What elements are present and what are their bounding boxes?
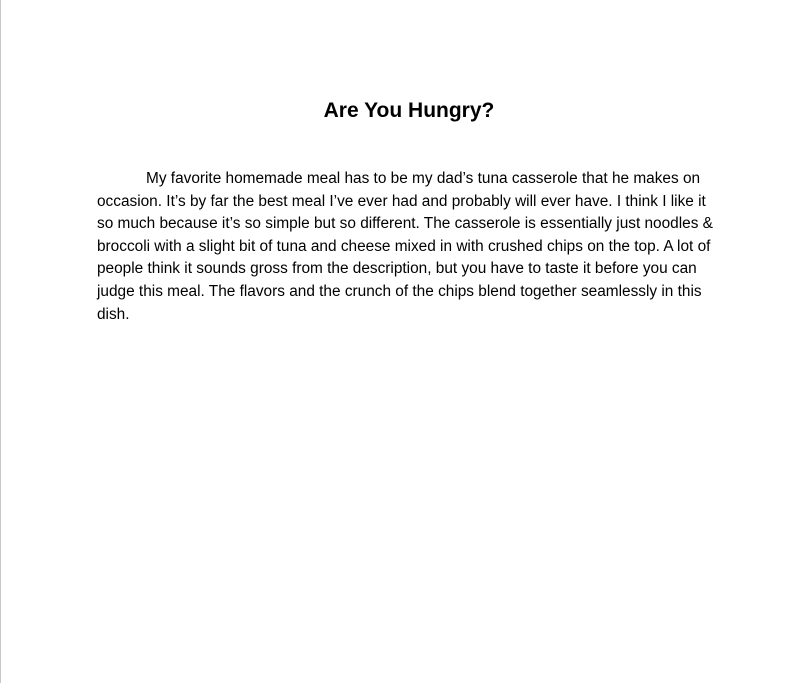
body-paragraph: My favorite homemade meal has to be my dad’s tuna casserole that he makes on occasion. It’s by far the best meal I’ve ever had and probably will ever have. I think I like it so much because it’s so simple but so different. The casserole is essentially just noodles & broccoli with a slight bit of tuna and cheese mixed in with crushed chips on the top. A lot of people think it sounds gross from the description, but you have to taste it before you can judge this meal. The flavors and the crunch of the chips blend together seamlessly in this dish. [97, 170, 713, 323]
document-title: Are You Hungry? [323, 99, 495, 122]
